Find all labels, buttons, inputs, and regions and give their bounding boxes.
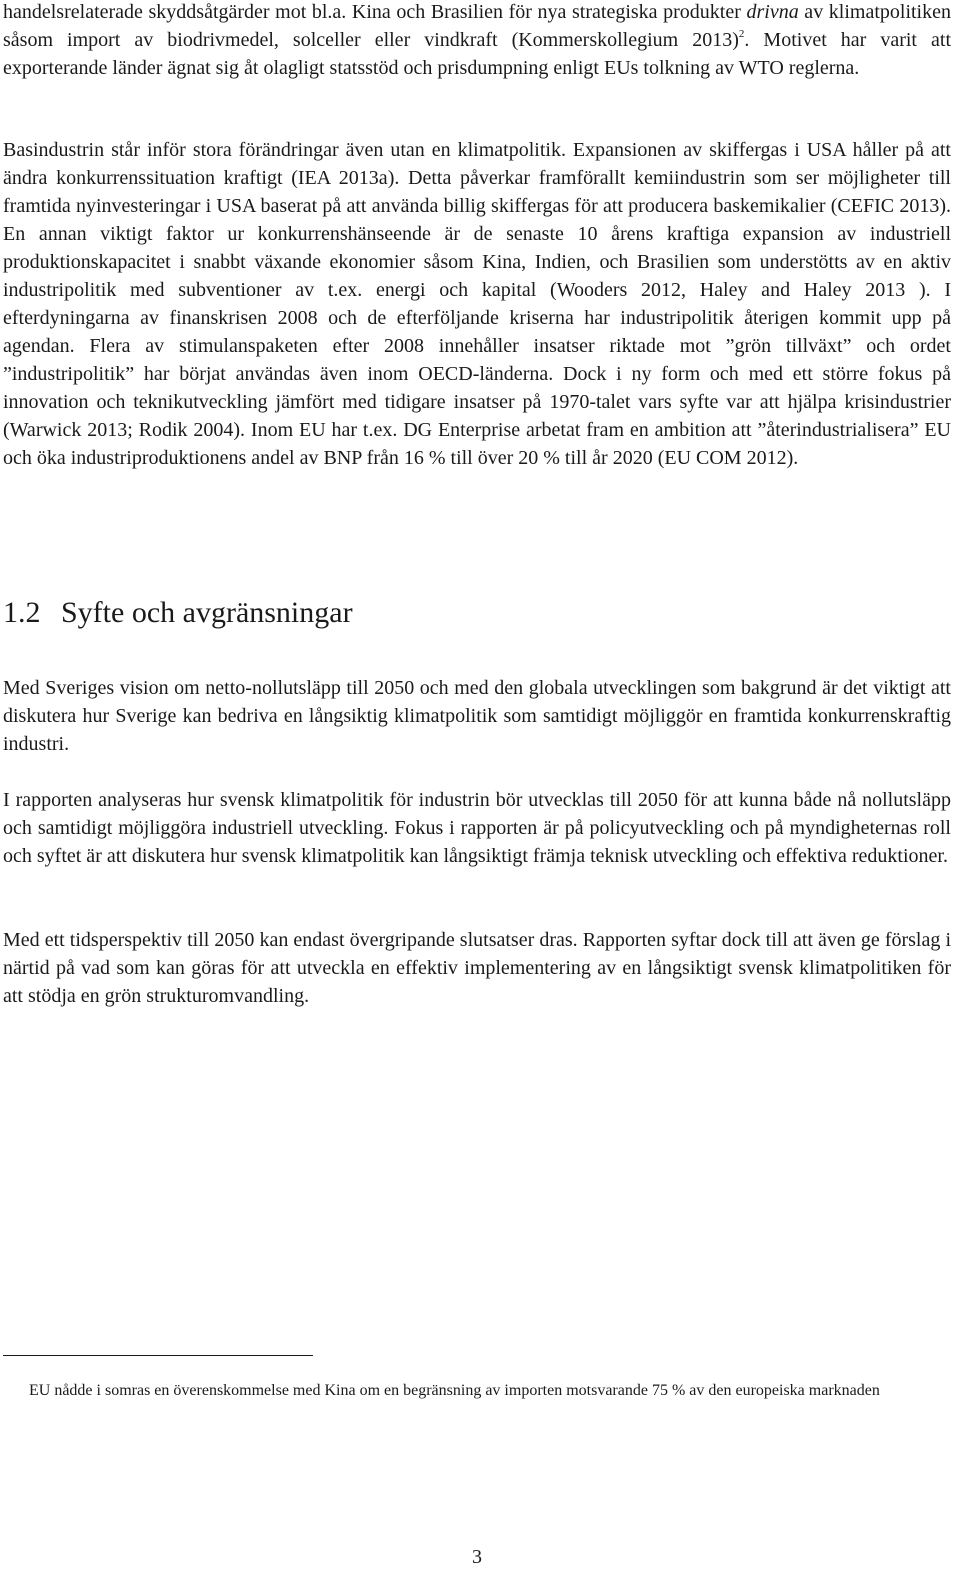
intro-text-part2: av klimatpolitiken såsom import av biodrivmedel, solceller eller vindkraft (Kommerskollegium 2013) [3,1,951,51]
section-paragraph-3: Med ett tidsperspektiv till 2050 kan endast övergripande slutsatser dras. Rapporten syftar dock till att även ge förslag i närtid på vad som kan göras för att utveckla en effektiv implementering av en långsiktigt svensk klimatpolitiken för att stödja en grön strukturomvandling. [3,929,951,1007]
basindustri-paragraph: Basindustrin står inför stora förändringar även utan en klimatpolitik. Expansionen av skiffergas i USA håller på att ändra konkurrenssituation kraftigt (IEA 2013a). Detta påverkar framförallt kemiindustrin som ser möjligheter till framtida nyinvesteringar i USA baserat på att använda billig skiffergas för att producera baskemikalier (CEFIC 2013). En annan viktigt faktor ur konkurrenshänseende är de senaste 10 årens kraftiga expansion av industriell produktionskapacitet i snabbt växande ekonomier såsom Kina, Indien, och Brasilien som understötts av en aktiv industripolitik med subventioner av t.ex. energi och kapital (Wooders 2012, Haley and Haley 2013 ). I efterdyningarna av finanskrisen 2008 och de efterföljande kriserna har industripolitik återigen kommit upp på agendan. Flera av stimulanspaketen efter 2008 innehåller insatser riktade mot ”grön tillväxt” och ordet ”industripolitik” har börjat användas även inom OECD-länderna. Dock i ny form och med ett större fokus på innovation och teknikutveckling jämfört med tidigare insatser på 1970-talet vars syfte var att hjälpa krisindustrier (Warwick 2013; Rodik 2004). Inom EU har t.ex. DG Enterprise arbetat fram en ambition att ”återindustrialisera” EU och öka industriproduktionens andel av BNP från 16 % till över 20 % till år 2020 (EU COM 2012). [3,139,951,469]
footnote-reference[interactable]: 2 [738,28,745,40]
intro-text-part3: . Motivet har varit att exporterande länder ägnat sig åt olagligt statsstöd och prisdumpning enligt EUs tolkning av WTO reglerna. [3,29,951,79]
section-number: 1.2 [3,596,41,629]
footnote [3,1380,951,1402]
page-number: 3 [472,1546,482,1568]
footnote-text: EU nådde i somras en överenskommelse med Kina om en begränsning av importen motsvarande 75 % av den europeiska marknaden [29,1382,880,1399]
section-paragraph-2: I rapporten analyseras hur svensk klimatpolitik för industrin bör utvecklas till 2050 för att kunna både nå nollutsläpp och samtidigt möjliggöra industriell utveckling. Fokus i rapporten är på policyutveckling och på myndigheternas roll och syftet är att diskutera hur svensk klimatpolitik kan långsiktigt främja teknisk utveckling och effektiva reduktioner. [3,789,951,867]
section-title: Syfte och avgränsningar [61,596,353,629]
footnote-body [3,1380,951,1402]
section-heading [3,594,353,632]
intro-italic-word: drivna [746,1,799,23]
intro-text-part1: handelsrelaterade skyddsåtgärder mot bl.a. Kina och Brasilien för nya strategiska produkter [3,1,747,23]
section-paragraph-1: Med Sveriges vision om netto-nollutsläpp till 2050 och med den globala utvecklingen som bakgrund är det viktigt att diskutera hur Sverige kan bedriva en långsiktig klimatpolitik som samtidigt möjliggör en framtida konkurrenskraftig industri. [3,677,951,755]
footnote-separator [3,1355,313,1356]
intro-paragraph [3,0,951,82]
